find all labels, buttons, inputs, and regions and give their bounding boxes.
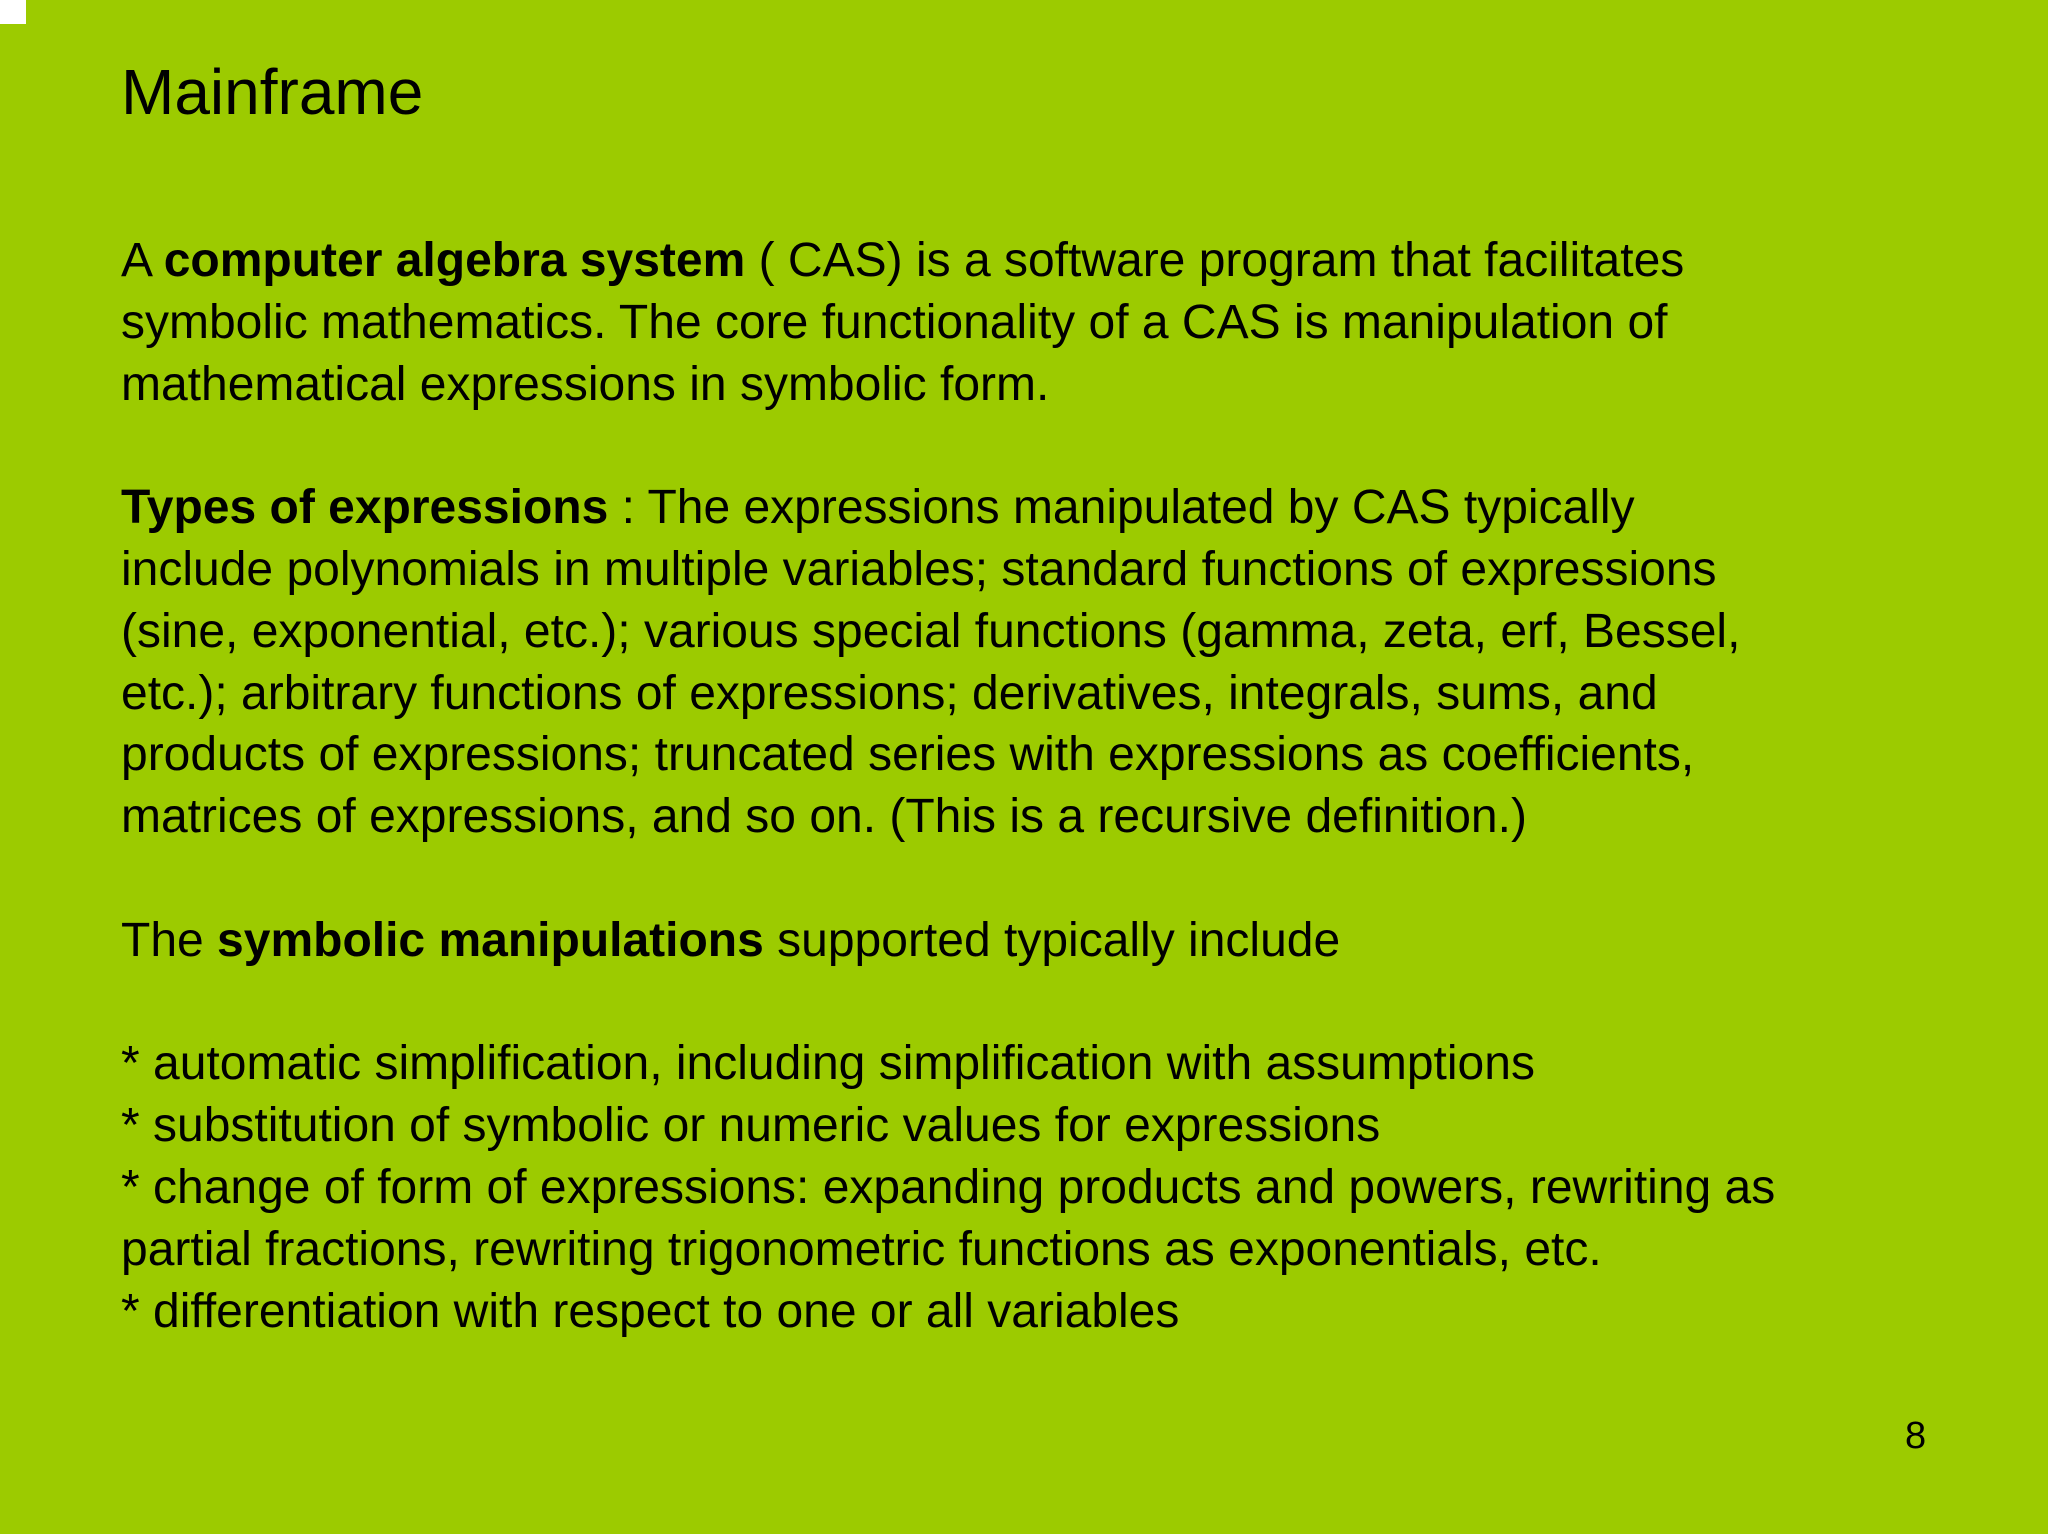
text-rest: supported typically include	[763, 913, 1341, 967]
paragraph-line	[121, 910, 1981, 972]
paragraph-line: (sine, exponential, etc.); various special functions (gamma, zeta, erf, Bessel,	[121, 604, 1741, 658]
paragraph-line: mathematical expressions in symbolic form.	[121, 357, 1050, 411]
list-item	[121, 1281, 1981, 1343]
slide-title: Mainframe	[121, 56, 424, 128]
paragraph-spacer	[121, 848, 1981, 910]
paragraph-symbolic-manipulations	[121, 910, 1981, 972]
paragraph-spacer	[121, 972, 1981, 1034]
text-rest: : The expressions manipulated by CAS typically	[608, 481, 1635, 535]
bullet-list	[121, 1033, 1981, 1342]
text-rest: ( CAS) is a software program that facilitates	[745, 234, 1685, 287]
list-item-text: * differentiation with respect to one or all variables	[121, 1284, 1180, 1338]
list-item	[121, 1033, 1981, 1095]
corner-mark	[0, 0, 26, 24]
text-prefix: The	[121, 913, 218, 967]
slide-body	[121, 230, 1981, 1342]
list-item-text: * substitution of symbolic or numeric values for expressions	[121, 1099, 1381, 1153]
paragraph-line: symbolic mathematics. The core functionality of a CAS is manipulation of	[121, 295, 1668, 349]
term-computer-algebra-system: computer algebra system	[163, 234, 746, 287]
paragraph-types-of-expressions	[121, 477, 1981, 848]
paragraph-line: products of expressions; truncated series with expressions as coefficients,	[121, 728, 1695, 782]
paragraph-line: etc.); arbitrary functions of expressions; derivatives, integrals, sums, and	[121, 666, 1658, 720]
paragraph-line: matrices of expressions, and so on. (This is a recursive definition.)	[121, 790, 1527, 844]
paragraph-line	[121, 477, 1981, 539]
list-item-text: * automatic simplification, including simplification with assumptions	[121, 1037, 1535, 1091]
paragraph-line	[121, 230, 1981, 292]
page-number: 8	[1905, 1415, 1927, 1457]
list-item-text: partial fractions, rewriting trigonometric functions as exponentials, etc.	[121, 1222, 1602, 1276]
list-item	[121, 1157, 1981, 1281]
paragraph-spacer	[121, 415, 1981, 477]
list-item	[121, 1095, 1981, 1157]
text-prefix: A	[121, 234, 164, 287]
term-symbolic-manipulations: symbolic manipulations	[217, 913, 764, 967]
term-types-of-expressions: Types of expressions	[121, 481, 609, 535]
paragraph-line: include polynomials in multiple variables; standard functions of expressions	[121, 542, 1717, 596]
paragraph-cas-definition	[121, 230, 1981, 415]
list-item-text: * change of form of expressions: expanding products and powers, rewriting as	[121, 1160, 1776, 1214]
